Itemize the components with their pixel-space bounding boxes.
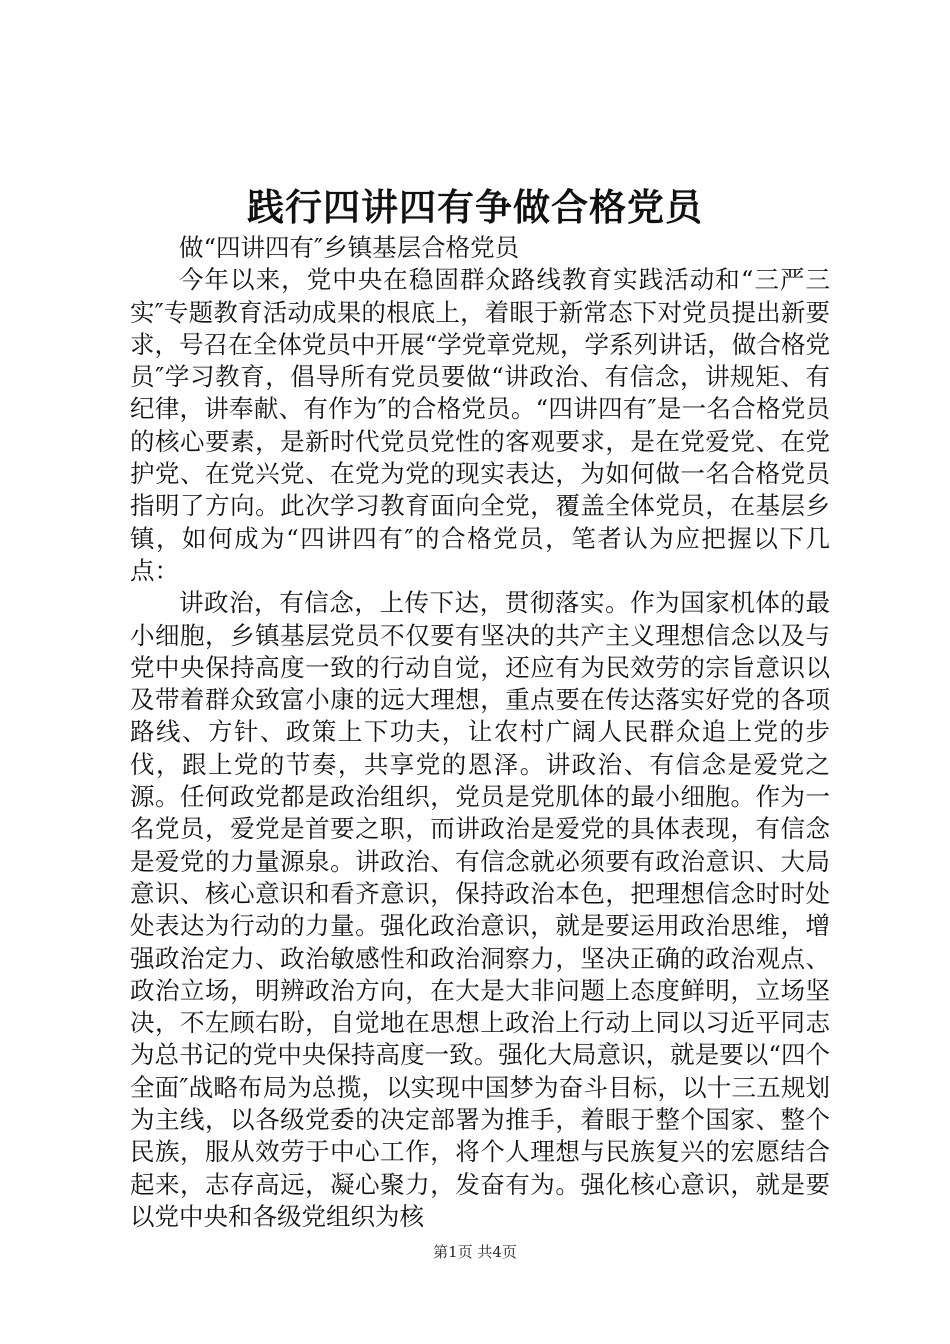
document-title: 践行四讲四有争做合格党员 [247,185,703,229]
intro-paragraph: 今年以来，党中央在稳固群众路线教育实践活动和“三严三实″专题教育活动成果的根底上，着眼于新常态下对党员提出新要求，号召在全体党员中开展“学党章党规，学系列讲话，做合格党员″学习教育，倡导所有党员要做“讲政治、有信念，讲规矩、有纪律，讲奉献、有作为″的合格党员。“四讲四有″是一名合格党员的核心要素，是新时代党员党性的客观要求，是在党爱党、在党护党、在党兴党、在党为党的现实表达，为如何做一名合格党员指明了方向。此次学习教育面向全党，覆盖全体党员，在基层乡镇，如何成为“四讲四有″的合格党员，笔者认为应把握以下几点： [130,265,830,585]
body-paragraph: 讲政治，有信念，上传下达，贯彻落实。作为国家机体的最小细胞，乡镇基层党员不仅要有坚决的共产主义理想信念以及与党中央保持高度一致的行动自觉，还应有为民效劳的宗旨意识以及带着群众致富小康的远大理想，重点要在传达落实好党的各项路线、方针、政策上下功夫，让农村广阔人民群众追上党的步伐，跟上党的节奏，共享党的恩泽。讲政治、有信念是爱党之源。任何政党都是政治组织，党员是党肌体的最小细胞。作为一名党员，爱党是首要之职，而讲政治是爱党的具体表现，有信念是爱党的力量源泉。讲政治、有信念就必须要有政治意识、大局意识、核心意识和看齐意识，保持政治本色，把理想信念时时处处表达为行动的力量。强化政治意识，就是要运用政治思维，增强政治定力、政治敏感性和政治洞察力，坚决正确的政治观点、政治立场，明辨政治方向，在大是大非问题上态度鲜明，立场坚决，不左顾右盼，自觉地在思想上政治上行动上同以习近平同志为总书记的党中央保持高度一致。强化大局意识，就是要以“四个全面″战略布局为总揽，以实现中国梦为奋斗目标，以十三五规划为主线，以各级党委的决定部署为推手，着眼于整个国家、整个民族，服从效劳于中心工作，将个人理想与民族复兴的宏愿结合起来，志存高远，凝心聚力，发奋有为。强化核心意识，就是要以党中央和各级党组织为核 [130,588,830,1231]
page-footer: 第1页 共4页 [433,1243,517,1261]
document-body [130,232,830,1233]
subtitle-paragraph: 做“四讲四有″乡镇基层合格党员 [179,233,520,262]
